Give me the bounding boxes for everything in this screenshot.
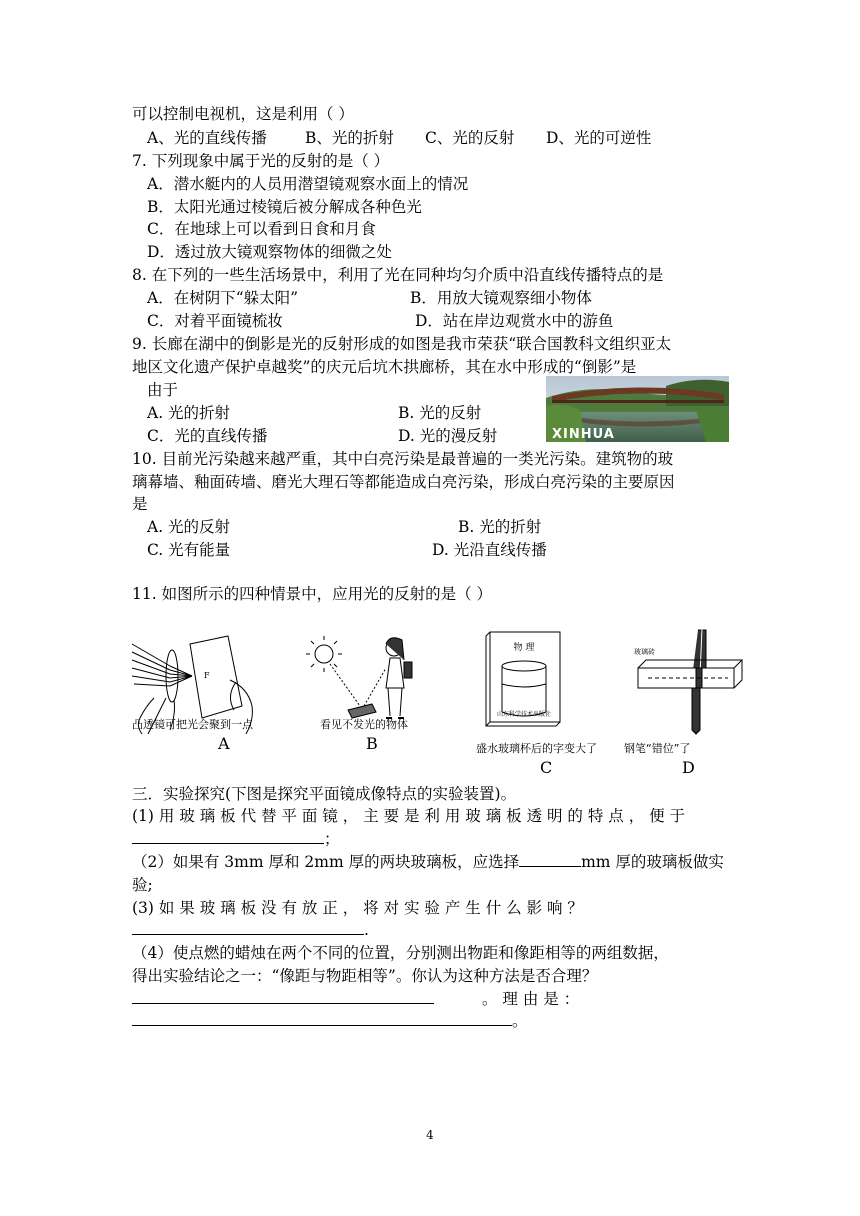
q7-stem: 7. 下列现象中属于光的反射的是（ ） (132, 152, 390, 170)
q8-option-a: A．在树阴下“躲太阳” (147, 289, 299, 307)
q10-option-d: D. 光沿直线传播 (432, 541, 547, 559)
s3-q4-line3: 。 理 由 是 ： (132, 989, 434, 1009)
figure-d-pen-glass-brick (620, 626, 770, 777)
q10-stem-line3: 是 (132, 495, 148, 513)
q8-stem: 8. 在下列的一些生活场景中，利用了光在同种均匀介质中沿直线传播特点的是 (132, 266, 664, 284)
bridge-photo (546, 376, 729, 442)
q9-option-b: B. 光的反射 (398, 404, 482, 422)
s3-q3-line2: . (132, 920, 369, 940)
figure-d-caption: 钢笔“错位”了 (624, 742, 691, 755)
q9-option-d: D. 光的漫反射 (398, 427, 498, 445)
q9-option-c: C．光的直线传播 (147, 427, 268, 445)
figure-c-book-publisher: 山东科学技术出版社 (496, 711, 552, 718)
figure-a-convex-lens (130, 626, 280, 753)
s3-q1-answer-blank[interactable] (132, 829, 324, 844)
s3-q1-line1: (1) 用 玻 璃 板 代 替 平 面 镜 ， 主 要 是 利 用 玻 璃 板 透 明 的 特 点 ， 便 于 (132, 807, 686, 825)
q7-option-d: D．透过放大镜观察物体的细微之处 (147, 243, 392, 261)
q7-option-a: A．潜水艇内的人员用潜望镜观察水面上的情况 (147, 175, 469, 193)
q6-option-b: B、光的折射 (305, 129, 394, 147)
figure-c-book-title: 物 理 (513, 643, 535, 653)
q7-option-b: B．太阳光通过棱镜后被分解成各种色光 (147, 198, 422, 216)
s3-q1-line2: ； (132, 829, 340, 849)
s3-q4-line1: （4）使点燃的蜡烛在两个不同的位置，分别测出物距和像距相等的两组数据， (132, 944, 669, 962)
page-number: 4 (426, 1128, 434, 1142)
s3-q4-reasonable-blank[interactable] (132, 989, 434, 1004)
q10-stem-line1: 10. 目前光污染越来越严重，其中白亮污染是最普遍的一类光污染。建筑物的玻 (132, 450, 674, 468)
figure-b-caption: 看见不发光的物体 (320, 718, 408, 731)
s3-q3-answer-blank[interactable] (132, 920, 364, 935)
s3-q4-line2: 得出实验结论之一：“像距与物距相等”。你认为这种方法是否合理？ (132, 967, 598, 985)
q8-option-c: C．对着平面镜梳妆 (147, 312, 283, 330)
figure-a-letter: A (218, 734, 230, 753)
q6-option-c: C、光的反射 (425, 129, 515, 147)
figure-c-glass-cup (462, 626, 612, 777)
q8-option-d: D．站在岸边观赏水中的游鱼 (415, 312, 614, 330)
s3-q2-line2: 验; (132, 876, 153, 894)
q9-stem-line2: 地区文化遗产保护卓越奖”的庆元后坑木拱廊桥，其在水中形成的“倒影”是 (132, 358, 637, 376)
figure-d-glass-label: 玻璃砖 (634, 648, 655, 656)
figure-c-letter: C (540, 758, 553, 777)
figure-c-caption: 盛水玻璃杯后的字变大了 (476, 742, 597, 755)
q6-stem: 可以控制电视机，这是利用（ ） (132, 105, 354, 123)
s3-q3-line1: (3) 如 果 玻 璃 板 没 有 放 正 ， 将 对 实 验 产 生 什 么 影 响 ？ (132, 899, 583, 917)
q6-option-d: D、光的可逆性 (546, 129, 652, 147)
figure-a-caption: 凸透镜可把光会聚到一点 (132, 718, 253, 731)
photo-watermark: XINHUA (552, 427, 615, 442)
svg-text:F: F (204, 671, 210, 680)
s3-q2-line1: （2）如果有 3mm 厚和 2mm 厚的两块玻璃板，应选择 mm 厚的玻璃板做实 (132, 853, 724, 871)
q10-option-a: A. 光的反射 (147, 518, 231, 536)
s3-q4-reason-blank[interactable] (132, 1011, 512, 1026)
q6-option-a: A、光的直线传播 (147, 129, 267, 147)
q10-option-b: B. 光的折射 (458, 518, 542, 536)
s3-q4-line4: 。 (132, 1011, 528, 1031)
q11-stem: 11. 如图所示的四种情景中，应用光的反射的是（ ） (132, 585, 493, 603)
q10-stem-line2: 璃幕墙、釉面砖墙、磨光大理石等都能造成白亮污染，形成白亮污染的主要原因 (132, 473, 675, 491)
q9-option-a: A. 光的折射 (147, 404, 231, 422)
section3-title: 三．实验探究(下图是探究平面镜成像特点的实验装置)。 (132, 785, 517, 803)
q7-option-c: C．在地球上可以看到日食和月食 (147, 220, 376, 238)
figure-b-seeing-objects (290, 626, 440, 766)
figure-b-letter: B (366, 734, 378, 753)
q10-option-c: C. 光有能量 (147, 541, 231, 559)
q9-stem-line1: 9. 长廊在湖中的倒影是光的反射形成的如图是我市荣获“联合国教科文组织亚太 (132, 335, 672, 353)
q9-stem-line3: 由于 (147, 381, 179, 399)
q8-option-b: B．用放大镜观察细小物体 (410, 289, 592, 307)
s3-q2-answer-blank[interactable] (519, 852, 581, 867)
figure-d-letter: D (682, 758, 695, 777)
